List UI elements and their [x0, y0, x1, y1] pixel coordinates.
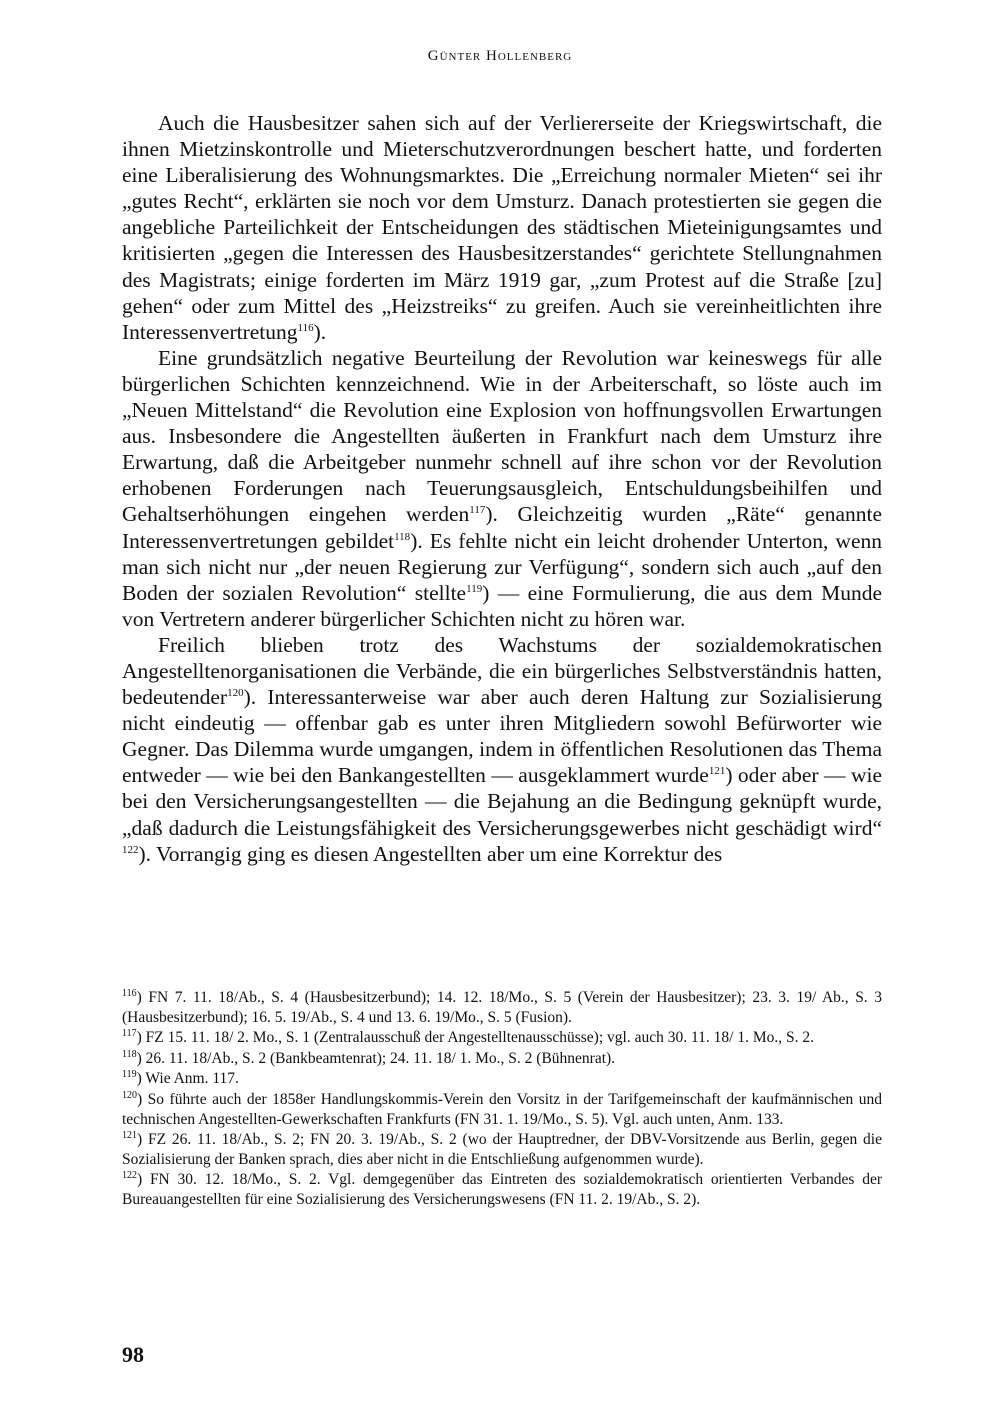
- footnote-text: ) So führte auch der 1858er Handlungskommis-Verein den Vorsitz in der Tarifgemeinschaft der kaufmännischen und technischen Angestellten-Gewerkschaften Frankfurts (FN 31. 1. 19/Mo., S. 5). Vgl. auch unten, Anm. 133.: [122, 1090, 882, 1128]
- body-text-segment: ) — eine Formulierung, die aus dem Munde von Vertretern anderer bürgerlicher Schichten nicht zu hören war.: [122, 580, 882, 631]
- footnote-text: ) 26. 11. 18/Ab., S. 2 (Bankbeamtenrat); 24. 11. 18/ 1. Mo., S. 2 (Bühnenrat).: [136, 1049, 616, 1067]
- footnote-number: 116: [122, 987, 137, 999]
- footnote-reference: 120: [227, 686, 244, 699]
- footnote: [122, 1130, 882, 1169]
- body-text-segment: ). Es fehlte nicht ein leicht drohender Unterton, wenn man sich nicht nur „der neuen Regierung zur Verfügung“, sondern sich auch „auf den Boden der sozialen Revolution“ stellte: [122, 528, 882, 605]
- footnote-reference: 118: [394, 530, 411, 543]
- footnote: [122, 1028, 882, 1048]
- footnote-reference: 119: [466, 582, 483, 595]
- footnote-reference: 121: [708, 765, 726, 778]
- footnote: [122, 1170, 882, 1209]
- running-header: [0, 48, 1000, 65]
- body-text-segment: ). Vorrangig ging es diesen Angestellten aber um eine Korrektur des: [138, 841, 723, 866]
- footnote: [122, 1049, 882, 1069]
- body-text-segment: ) oder aber — wie bei den Versicherungsangestellten — die Bejahung an die Bedingung geknüpft wurde, „daß dadurch die Leistungsfähigkeit des Versicherungsgewerbes nicht geschädigt wird“: [122, 763, 882, 840]
- body-paragraph: [122, 345, 882, 632]
- footnote-number: 119: [122, 1069, 137, 1081]
- body-paragraph: [122, 110, 882, 345]
- body-text-segment: ). Gleichzeitig wurden „Räte“ genannte Interessenvertretungen gebildet: [122, 502, 882, 553]
- body-text-segment: ). Interessanterweise war aber auch deren Haltung zur Sozialisierung nicht eindeutig — offenbar gab es unter ihren Mitgliedern sowohl Befürworter wie Gegner. Das Dilemma wurde umgangen, indem in öffentlichen Resolutionen das Thema entweder — wie bei den Bankangestellten — ausgeklammert wurde: [122, 685, 882, 788]
- body-text-segment: Eine grundsätzlich negative Beurteilung der Revolution war keineswegs für alle bürgerlichen Schichten kennzeichnend. Wie in der Arbeiterschaft, so löste auch im „Neuen Mittelstand“ die Revolution eine Explosion von hoffnungsvollen Erwartungen aus. Insbesondere die Angestellten äußerten in Frankfurt nach dem Umsturz ihre Erwartung, daß die Arbeitgeber nunmehr schnell auf ihre schon vor der Revolution erhobenen Forderungen nach Teuerungsausgleich, Entschuldungsbeihilfen und Gehaltserhöhungen eingehen werden: [122, 345, 882, 527]
- footnote-text: ) FN 7. 11. 18/Ab., S. 4 (Hausbesitzerbund); 14. 12. 18/Mo., S. 5 (Verein der Hausbesitzer); 23. 3. 19/ Ab., S. 3 (Hausbesitzerbund); 16. 5. 19/Ab., S. 4 und 13. 6. 19/Mo., S. 5 (Fusion).: [122, 989, 882, 1026]
- footnote-number: 122: [122, 1170, 137, 1182]
- body-paragraph: [122, 632, 882, 867]
- footnote-number: 117: [122, 1028, 137, 1040]
- footnote-reference: 122: [122, 843, 139, 856]
- body-text-segment: ).: [313, 319, 327, 344]
- footnote-text: ) FZ 15. 11. 18/ 2. Mo., S. 1 (Zentralausschuß der Angestelltenausschüsse); vgl. auch 30. 11. 18/ 1. Mo., S. 2.: [136, 1029, 814, 1047]
- footnote-number: 121: [122, 1130, 137, 1141]
- running-title: Günter Hollenberg: [427, 48, 573, 64]
- footnote-reference: 117: [469, 504, 486, 517]
- footnote-text: ) FZ 26. 11. 18/Ab., S. 2; FN 20. 3. 19/Ab., S. 2 (wo der Hauptredner, der DBV-Vorsitzende aus Berlin, gegen die Sozialisierung der Banken sprach, dies aber nicht in die Entschließung aufgenommen wurde).: [122, 1131, 882, 1168]
- footnote: [122, 988, 882, 1027]
- body-text-segment: Freilich blieben trotz des Wachstums der sozialdemokratischen Angestelltenorganisationen die Verbände, die ein bürgerliches Selbstverständnis hatten, bedeutender: [122, 632, 882, 710]
- footnote-number: 118: [122, 1048, 137, 1060]
- footnote-text: ) FN 30. 12. 18/Mo., S. 2. Vgl. demgegenüber das Eintreten des sozialdemokratisch orientierten Verbandes der Bureauangestellten für eine Sozialisierung des Versicherungswesens (FN 11. 2. 19/Ab., S. 2).: [122, 1171, 882, 1208]
- footnote: [122, 1069, 882, 1089]
- footnote-reference: 116: [297, 321, 314, 334]
- body-text-segment: Auch die Hausbesitzer sahen sich auf der Verliererseite der Kriegswirtschaft, die ihnen Mietzinskontrolle und Mieterschutzverordnungen beschert hatte, und forderten eine Liberalisierung des Wohnungsmarktes. Die „Erreichung normaler Mieten“ sei ihr „gutes Recht“, erklärten sie noch vor dem Umsturz. Danach protestierten sie gegen die angebliche Parteilichkeit der Entscheidungen des städtischen Mieteinigungsamtes und kritisierten „gegen die Interessen des Hausbesitzerstandes“ gerichtete Stellungnahmen des Magistrats; einige forderten im März 1919 gar, „zum Protest auf die Straße [zu] gehen“ oder zum Mittel des „Heizstreiks“ zu greifen. Auch sie vereinheitlichten ihre Interessenvertretung: [122, 111, 882, 344]
- footnote-number: 120: [122, 1089, 137, 1101]
- footnotes: [122, 988, 882, 1211]
- footnote-text: ) Wie Anm. 117.: [136, 1070, 239, 1088]
- footnote: [122, 1090, 882, 1129]
- main-text: [122, 110, 882, 867]
- page-number: 98: [122, 1342, 144, 1367]
